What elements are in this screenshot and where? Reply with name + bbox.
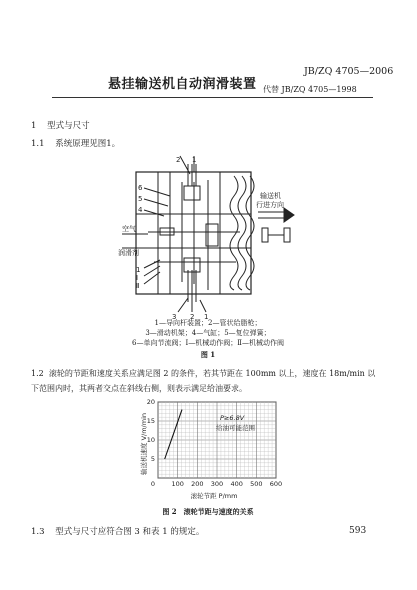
section-title: 型式与尺寸 — [47, 121, 90, 131]
label-grease: 润滑剂 — [118, 249, 139, 257]
label-lower-1: 1 — [136, 266, 141, 274]
header-rule — [52, 97, 373, 98]
document-title: 悬挂输送机自动润滑装置 — [108, 77, 257, 92]
system-schematic-diagram — [108, 152, 328, 322]
figure-1-legend-line-2: 3—滑动机架；4—气缸；5—复位弹簧； — [145, 329, 271, 337]
label-bottom-3: 3 — [172, 313, 177, 321]
x-tick-label: 500 — [250, 480, 263, 488]
label-bottom-1: 1 — [204, 313, 209, 321]
para-number: 1.2 — [31, 369, 44, 378]
para-text: 系统原理见图1。 — [55, 139, 121, 149]
standard-code: JB/ZQ 4705—2006 — [304, 66, 394, 77]
series-line — [165, 410, 182, 459]
para-text: 型式与尺寸应符合图 3 和表 1 的规定。 — [55, 527, 205, 537]
para-1-2 — [31, 366, 381, 396]
page-number: 593 — [349, 526, 367, 536]
chart-annotation-formula: P≥6.8V — [220, 414, 245, 422]
label-air: 空气 — [122, 225, 136, 233]
y-tick-label: 5 — [150, 455, 155, 464]
x-tick-label: 600 — [269, 480, 283, 488]
para-1-1 — [31, 137, 120, 149]
y-tick-label: 10 — [146, 436, 155, 445]
label-bottom-2: 2 — [190, 313, 195, 321]
label-left-5: 5 — [138, 195, 143, 203]
label-direction: 行进方向 — [256, 201, 284, 209]
label-lower-II: Ⅱ — [136, 282, 140, 290]
x-tick-label: 400 — [230, 480, 243, 488]
x-tick-label: 200 — [191, 480, 204, 488]
chart-x-axis-label: 滚轮节距 P/mm — [190, 492, 238, 500]
figure-2-caption: 图 2 滚轮节距与速度的关系 — [162, 507, 254, 516]
label-left-4: 4 — [138, 206, 143, 214]
y-tick-label: 15 — [146, 417, 155, 426]
replaces-note: 代替 JB/ZQ 4705—1998 — [263, 85, 357, 94]
chart-y-axis-label: 输送机速度 V/m/min — [140, 413, 148, 475]
label-lower-I: Ⅰ — [136, 274, 139, 282]
label-top-2: 2 — [176, 156, 181, 164]
section-number: 1 — [31, 121, 37, 131]
label-top-1: 1 — [192, 156, 197, 164]
figure-1-legend-line-1: 1—导向杆装置；2—管状给脂枪； — [154, 319, 262, 327]
x-tick-label: 100 — [171, 480, 184, 488]
para-number: 1.1 — [31, 139, 45, 149]
para-1-3 — [31, 525, 204, 537]
para-number: 1.3 — [31, 527, 45, 537]
figure-1-caption: 图 1 — [200, 350, 216, 359]
label-conveyor: 输送机 — [260, 192, 281, 200]
figure-1-legend-line-3: 6—单向节流阀；Ⅰ—机械动作阀；Ⅱ—机械动作阀 — [132, 339, 284, 347]
origin-label: 0 — [150, 480, 155, 488]
y-tick-label: 20 — [146, 398, 155, 407]
chart-annotation-range: 给油可能范围 — [216, 424, 255, 432]
x-tick-label: 300 — [210, 480, 224, 488]
section-1-heading — [31, 119, 90, 131]
para-text: 滚轮的节距和速度关系应满足图 2 的条件，若其节距在 100mm 以上，速度在 18m/min 以下范围内时，其两者交点在斜线右侧，则表示满足给油要求。 — [31, 369, 376, 393]
label-left-6: 6 — [138, 184, 143, 192]
speed-pitch-chart — [136, 394, 286, 502]
